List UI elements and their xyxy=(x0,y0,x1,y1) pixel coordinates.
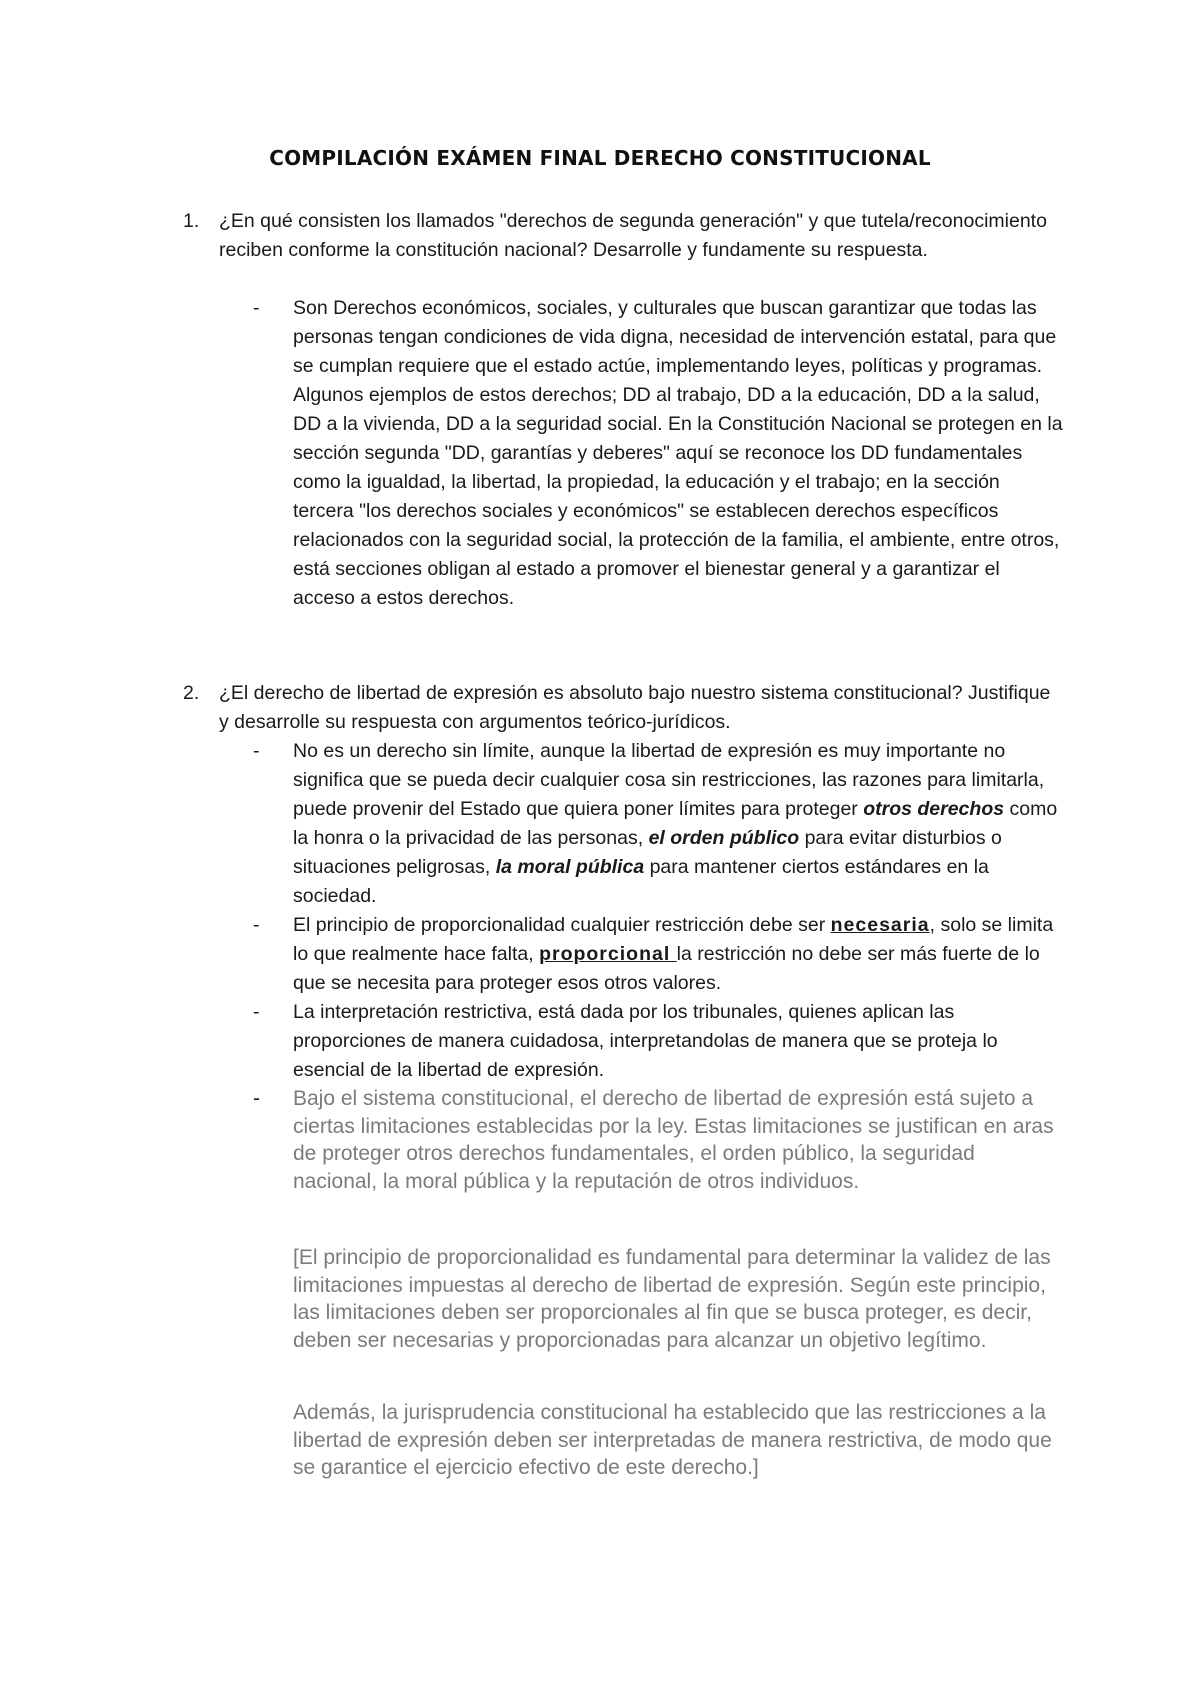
dash-marker: - xyxy=(253,297,260,319)
text-run: No es un derecho sin límite, aunque la libertad de expresión es muy importante no significa que se pueda decir cualquier cosa sin restricciones, las razones para limitarla, puede provenir del Estado que quiera poner límites para proteger xyxy=(293,740,1045,820)
text-run: la restricción no debe ser más fuerte de lo que se necesita para proteger esos otros valores. xyxy=(293,943,1040,994)
question-number: 1. xyxy=(183,210,200,232)
answer-bullet xyxy=(253,911,1063,998)
quoted-paragraph: Además, la jurisprudencia constitucional ha establecido que las restricciones a la libertad de expresión deben ser interpretadas de manera restrictiva, de modo que se garantice el ejercicio efectivo de este derecho.] xyxy=(293,1401,1052,1479)
question-1 xyxy=(183,207,1063,265)
answer-bullet xyxy=(253,294,1063,613)
answer-bullet xyxy=(253,1085,1063,1195)
dash-marker: - xyxy=(253,1087,260,1110)
text-run: para evitar disturbios o situaciones peligrosas, xyxy=(293,827,1002,878)
question-2 xyxy=(183,679,1063,737)
dash-marker: - xyxy=(253,1001,260,1023)
emphasis-proporcional: proporcional xyxy=(539,943,677,965)
question-number: 2. xyxy=(183,682,200,704)
emphasis-necesaria: necesaria xyxy=(830,914,930,936)
text-run: El principio de proporcionalidad cualquier restricción debe ser xyxy=(293,914,831,936)
question-text: ¿En qué consisten los llamados "derechos de segunda generación" y que tutela/reconocimiento reciben conforme la constitución nacional? Desarrolle y fundamente su respuesta. xyxy=(219,210,1047,261)
answer-text xyxy=(293,737,1063,911)
dash-marker: - xyxy=(253,914,260,936)
text-run: como la honra o la privacidad de las personas, xyxy=(293,798,1058,849)
text-run: para mantener ciertos estándares en la sociedad. xyxy=(293,856,989,907)
answer-bullet xyxy=(253,998,1063,1085)
question-text: ¿El derecho de libertad de expresión es absoluto bajo nuestro sistema constitucional? Justifique y desarrolle su respuesta con argumentos teórico-jurídicos. xyxy=(219,682,1051,733)
answer-bullet xyxy=(253,737,1063,911)
text-run: , solo se limita lo que realmente hace falta, xyxy=(293,914,1054,965)
emphasis-moral-publica: la moral pública xyxy=(495,856,645,878)
document-title: COMPILACIÓN EXÁMEN FINAL DERECHO CONSTITUCIONAL xyxy=(269,146,931,170)
answer-text xyxy=(293,911,1063,998)
emphasis-otros-derechos: otros derechos xyxy=(863,798,1005,820)
answer-text: Bajo el sistema constitucional, el derecho de libertad de expresión está sujeto a ciertas limitaciones establecidas por la ley. Estas limitaciones se justifican en aras de proteger otros derechos fundamentales, el orden público, la seguridad nacional, la moral pública y la reputación de otros individuos. xyxy=(293,1087,1054,1193)
dash-marker: - xyxy=(253,740,260,762)
quoted-paragraph: [El principio de proporcionalidad es fundamental para determinar la validez de las limitaciones impuestas al derecho de libertad de expresión. Según este principio, las limitaciones deben ser proporcionales al fin que se busca proteger, es decir, deben ser necesarias y proporcionadas para alcanzar un objetivo legítimo. xyxy=(293,1246,1051,1352)
emphasis-orden-publico: el orden público xyxy=(648,827,800,849)
answer-text: La interpretación restrictiva, está dada por los tribunales, quienes aplican las proporciones de manera cuidadosa, interpretandolas de manera que se proteja lo esencial de la libertad de expresión. xyxy=(293,1001,998,1081)
answer-text: Son Derechos económicos, sociales, y culturales que buscan garantizar que todas las personas tengan condiciones de vida digna, necesidad de intervención estatal, para que se cumplan requiere que el estado actúe, implementando leyes, políticas y programas. Algunos ejemplos de estos derechos; DD al trabajo, DD a la educación, DD a la salud, DD a la vivienda, DD a la seguridad social. En la Constitución Nacional se protegen en la sección segunda "DD, garantías y deberes" aquí se reconoce los DD fundamentales como la igualdad, la libertad, la propiedad, la educación y el trabajo; en la sección tercera "los derechos sociales y económicos" se establecen derechos específicos relacionados con la seguridad social, la protección de la familia, el ambiente, entre otros, está secciones obligan al estado a promover el bienestar general y a garantizar el acceso a estos derechos. xyxy=(293,297,1063,609)
